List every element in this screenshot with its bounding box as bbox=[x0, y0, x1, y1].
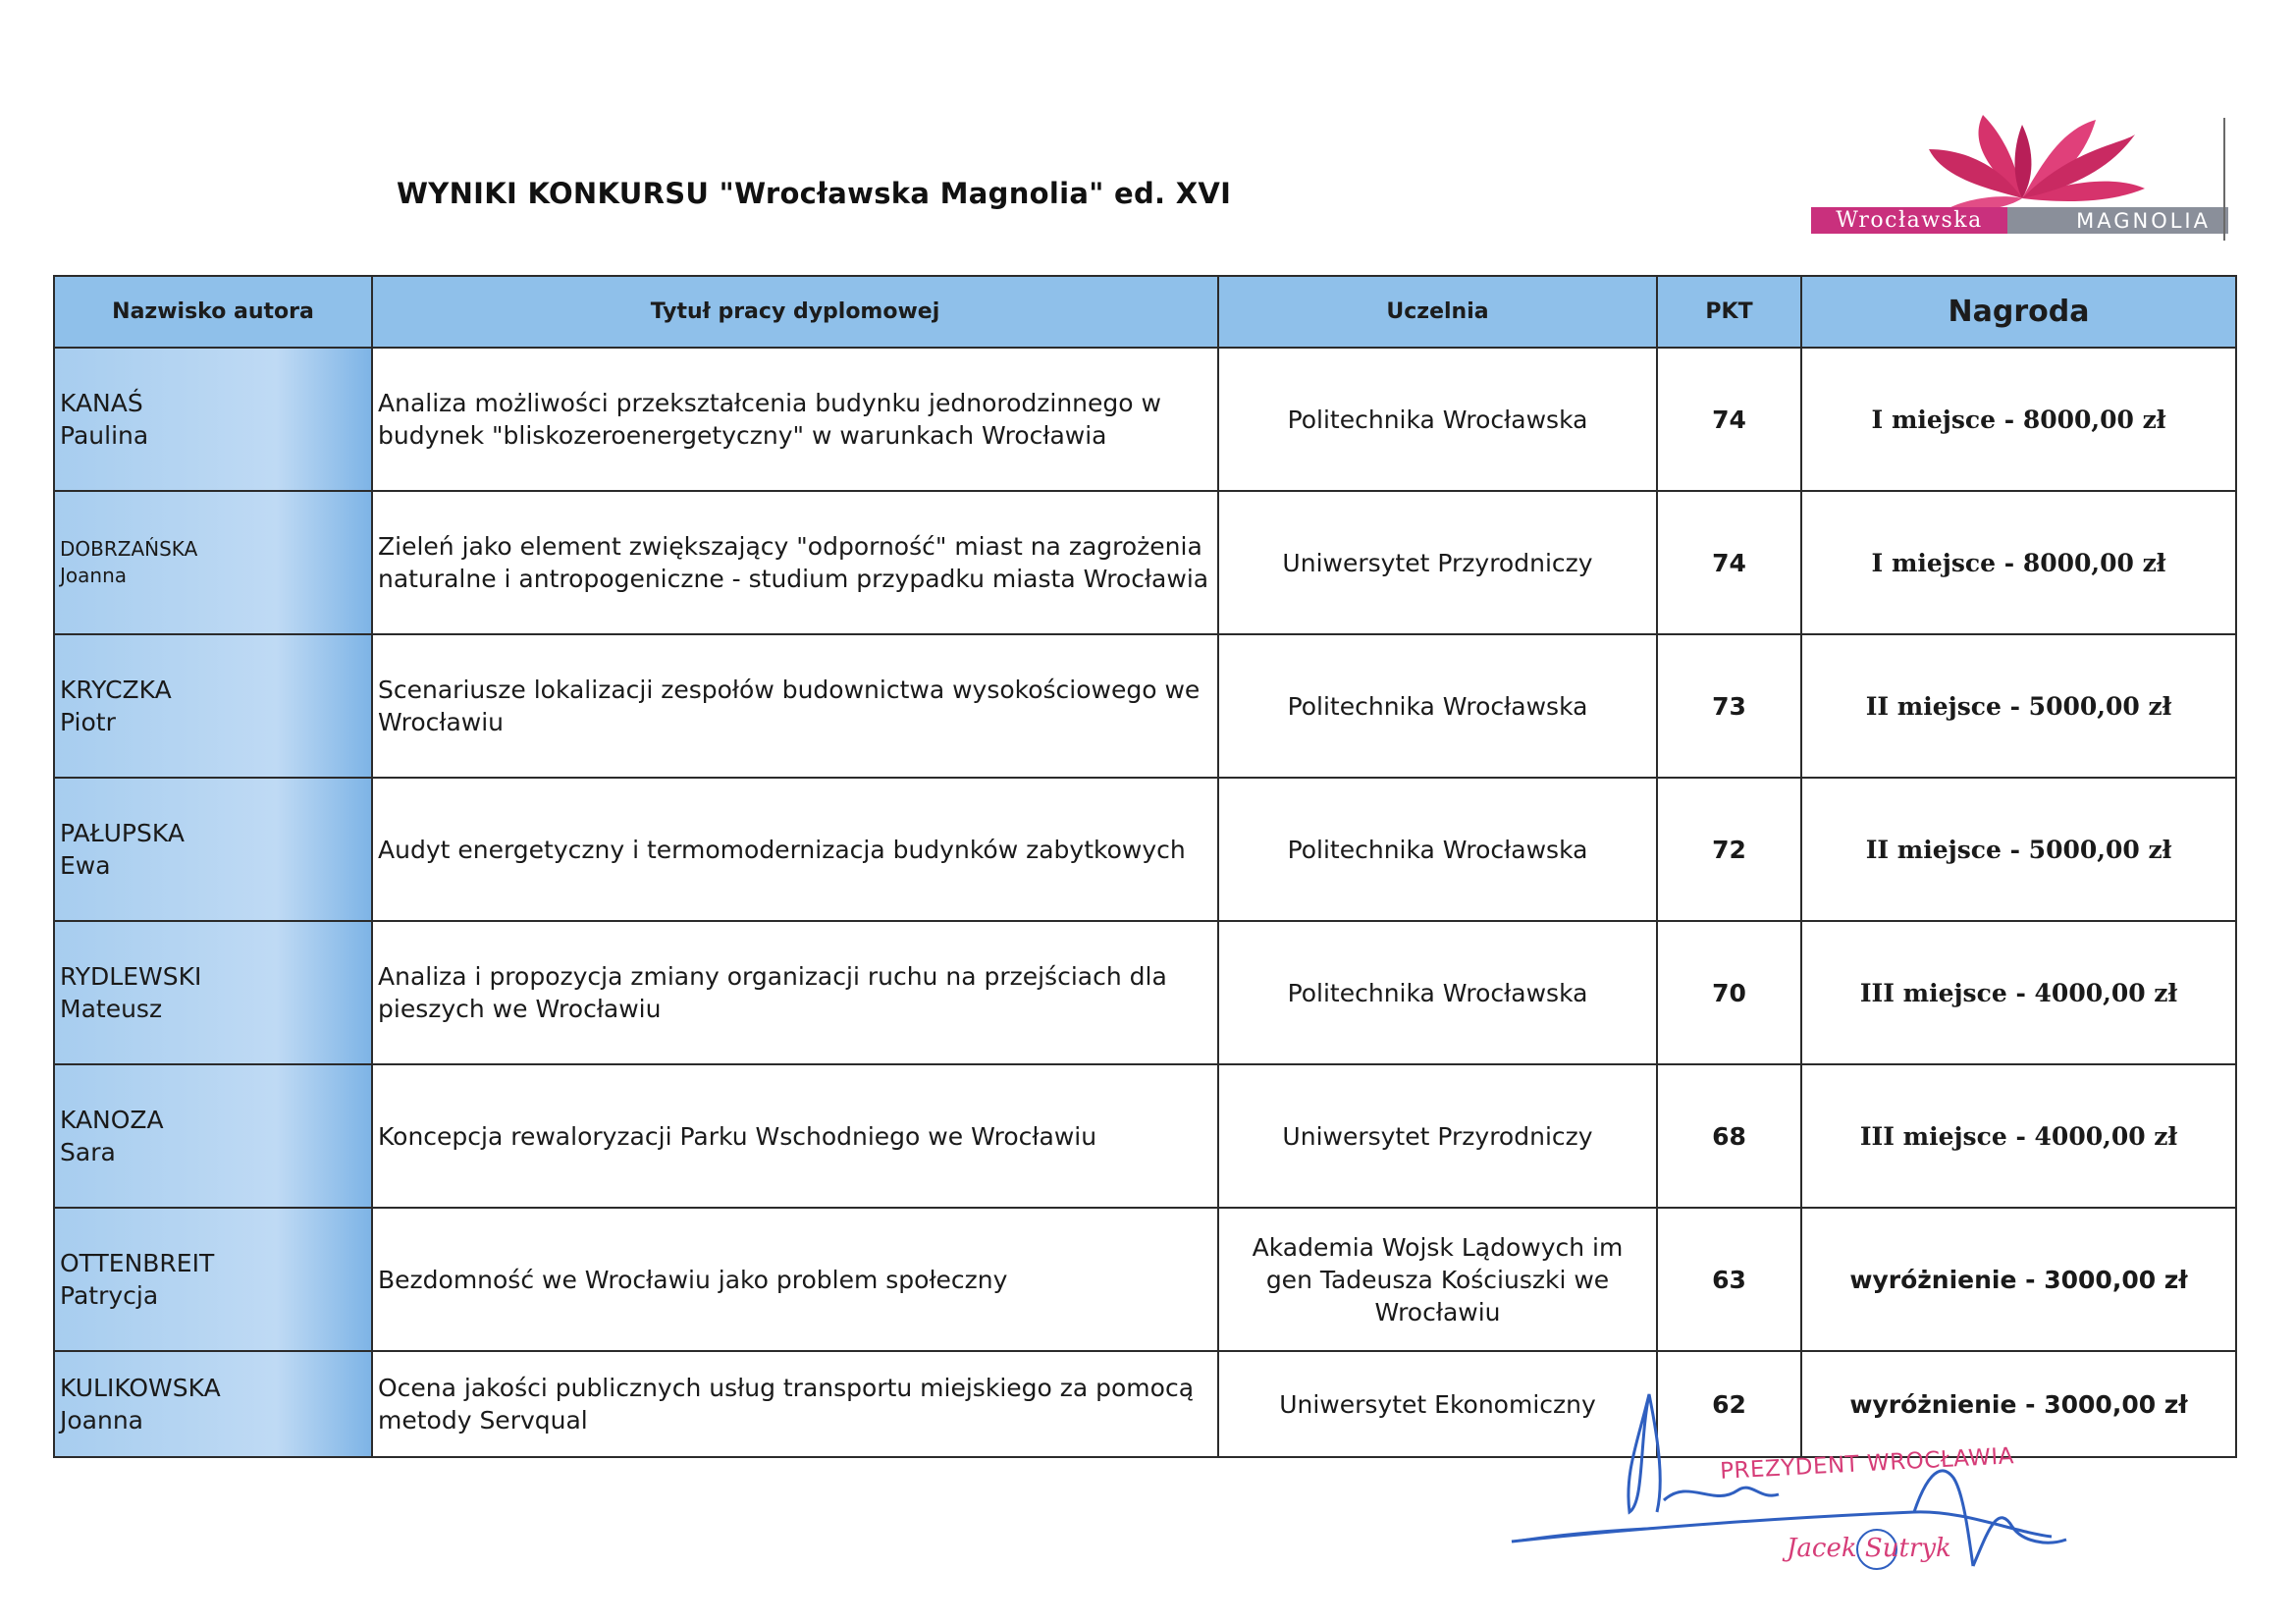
results-table bbox=[53, 275, 2237, 1458]
points-cell: 62 bbox=[1657, 1351, 1801, 1457]
thesis-cell: Analiza i propozycja zmiany organizacji ruchu na przejściach dla pieszych we Wrocławiu bbox=[372, 921, 1218, 1064]
header-thesis: Tytuł pracy dyplomowej bbox=[372, 276, 1218, 348]
author-firstname: Joanna bbox=[60, 564, 127, 587]
prize-cell: I miejsce - 8000,00 zł bbox=[1801, 491, 2236, 634]
prize-cell: II miejsce - 5000,00 zł bbox=[1801, 778, 2236, 921]
author-firstname: Mateusz bbox=[60, 995, 163, 1023]
author-surname: PAŁUPSKA bbox=[60, 819, 185, 847]
author-firstname: Piotr bbox=[60, 708, 116, 736]
thesis-cell: Zieleń jako element zwiększający "odporność" miast na zagrożenia naturalne i antropogeniczne - studium przypadku miasta Wrocławia bbox=[372, 491, 1218, 634]
table-row bbox=[54, 921, 2236, 1064]
logo-divider bbox=[2223, 118, 2225, 241]
table-row bbox=[54, 491, 2236, 634]
wroclawska-magnolia-logo bbox=[1806, 113, 2228, 250]
header-points: PKT bbox=[1657, 276, 1801, 348]
thesis-cell: Scenariusze lokalizacji zespołów budownictwa wysokościowego we Wrocławiu bbox=[372, 634, 1218, 778]
author-surname: DOBRZAŃSKA bbox=[60, 537, 198, 561]
author-cell bbox=[54, 1064, 372, 1208]
university-cell: Uniwersytet Ekonomiczny bbox=[1218, 1351, 1657, 1457]
thesis-cell: Analiza możliwości przekształcenia budynku jednorodzinnego w budynek "bliskozeroenergetyczny" w warunkach Wrocławia bbox=[372, 348, 1218, 491]
prize-cell: wyróżnienie - 3000,00 zł bbox=[1801, 1351, 2236, 1457]
stamp-office: PREZYDENT WROCŁAWIA bbox=[1719, 1443, 2015, 1485]
university-cell: Politechnika Wrocławska bbox=[1218, 348, 1657, 491]
magnolia-flower-icon bbox=[1875, 105, 2169, 213]
points-cell: 63 bbox=[1657, 1208, 1801, 1351]
thesis-cell: Bezdomność we Wrocławiu jako problem społeczny bbox=[372, 1208, 1218, 1351]
points-cell: 70 bbox=[1657, 921, 1801, 1064]
points-cell: 72 bbox=[1657, 778, 1801, 921]
header-prize: Nagroda bbox=[1801, 276, 2236, 348]
author-cell bbox=[54, 634, 372, 778]
handwritten-signature bbox=[1502, 1384, 2110, 1620]
author-surname: KANAŚ bbox=[60, 389, 143, 417]
table-header-row bbox=[54, 276, 2236, 348]
points-cell: 74 bbox=[1657, 491, 1801, 634]
author-surname: KRYCZKA bbox=[60, 676, 172, 704]
author-firstname: Ewa bbox=[60, 851, 111, 880]
university-cell: Politechnika Wrocławska bbox=[1218, 778, 1657, 921]
table-row bbox=[54, 778, 2236, 921]
author-firstname: Paulina bbox=[60, 421, 149, 450]
document-title: WYNIKI KONKURSU "Wrocławska Magnolia" ed. XVI bbox=[397, 177, 1232, 210]
author-firstname: Joanna bbox=[60, 1406, 143, 1435]
author-surname: OTTENBREIT bbox=[60, 1249, 215, 1277]
prize-cell: III miejsce - 4000,00 zł bbox=[1801, 921, 2236, 1064]
table-row bbox=[54, 348, 2236, 491]
table-row bbox=[54, 634, 2236, 778]
prize-cell: wyróżnienie - 3000,00 zł bbox=[1801, 1208, 2236, 1351]
author-cell bbox=[54, 348, 372, 491]
points-cell: 68 bbox=[1657, 1064, 1801, 1208]
header-university: Uczelnia bbox=[1218, 276, 1657, 348]
prize-cell: II miejsce - 5000,00 zł bbox=[1801, 634, 2236, 778]
logo-bar bbox=[1811, 207, 2228, 234]
thesis-cell: Koncepcja rewaloryzacji Parku Wschodniego we Wrocławiu bbox=[372, 1064, 1218, 1208]
prize-cell: III miejsce - 4000,00 zł bbox=[1801, 1064, 2236, 1208]
author-surname: KANOZA bbox=[60, 1106, 164, 1134]
thesis-cell: Ocena jakości publicznych usług transportu miejskiego za pomocą metody Servqual bbox=[372, 1351, 1218, 1457]
university-cell: Uniwersytet Przyrodniczy bbox=[1218, 1064, 1657, 1208]
table-row bbox=[54, 1208, 2236, 1351]
university-cell: Politechnika Wrocławska bbox=[1218, 921, 1657, 1064]
author-cell bbox=[54, 491, 372, 634]
author-cell bbox=[54, 778, 372, 921]
university-cell: Uniwersytet Przyrodniczy bbox=[1218, 491, 1657, 634]
points-cell: 73 bbox=[1657, 634, 1801, 778]
university-cell: Politechnika Wrocławska bbox=[1218, 634, 1657, 778]
logo-word-magnolia: MAGNOLIA bbox=[2076, 208, 2211, 233]
header-author: Nazwisko autora bbox=[54, 276, 372, 348]
author-cell bbox=[54, 1208, 372, 1351]
author-cell bbox=[54, 1351, 372, 1457]
prize-cell: I miejsce - 8000,00 zł bbox=[1801, 348, 2236, 491]
author-firstname: Sara bbox=[60, 1138, 116, 1166]
author-surname: RYDLEWSKI bbox=[60, 962, 202, 991]
logo-word-wroclawska: Wrocławska bbox=[1811, 207, 2007, 234]
stamp-name: Jacek Sutryk bbox=[1787, 1534, 1951, 1563]
author-cell bbox=[54, 921, 372, 1064]
university-cell: Akademia Wojsk Lądowych im gen Tadeusza Kościuszki we Wrocławiu bbox=[1218, 1208, 1657, 1351]
author-surname: KULIKOWSKA bbox=[60, 1374, 221, 1402]
table-row bbox=[54, 1064, 2236, 1208]
points-cell: 74 bbox=[1657, 348, 1801, 491]
author-firstname: Patrycja bbox=[60, 1281, 159, 1310]
thesis-cell: Audyt energetyczny i termomodernizacja budynków zabytkowych bbox=[372, 778, 1218, 921]
